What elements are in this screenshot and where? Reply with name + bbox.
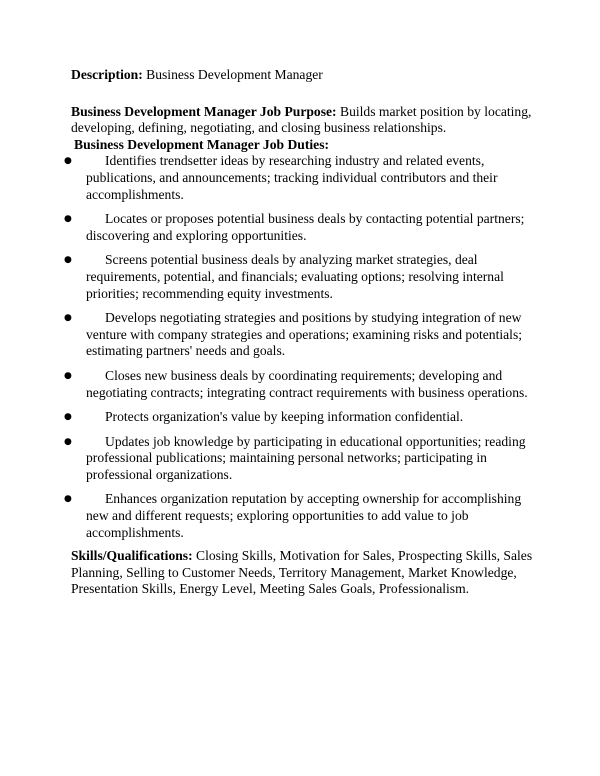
list-item [64, 491, 541, 541]
duty-text: Screens potential business deals by analyzing market strategies, deal requirements, potential, and financials; evaluating options; resolving internal priorities; recommending equity investments. [86, 252, 504, 301]
bullet-icon: ● [64, 156, 72, 167]
skills-text: Closing Skills, Motivation for Sales, Prospecting Skills, Sales Planning, Selling to Customer Needs, Territory Management, Market Knowledge, Presentation Skills, Energy Level, Meeting Sales Goals, Professionalism. [71, 548, 533, 597]
duty-text: Develops negotiating strategies and positions by studying integration of new venture with company strategies and operations; examining risks and potentials; estimating partners' needs and goals. [86, 310, 523, 359]
duty-text: Closes new business deals by coordinating requirements; developing and negotiating contracts; integrating contract requirements with business operations. [86, 367, 528, 400]
description-value: Business Development Manager [146, 67, 323, 82]
bullet-icon: ● [64, 214, 72, 225]
bullet-icon: ● [64, 255, 72, 266]
bullet-icon: ● [64, 436, 72, 447]
document-page [64, 67, 541, 598]
list-item [64, 211, 541, 244]
list-item [64, 367, 541, 401]
duty-text: Locates or proposes potential business deals by contacting potential partners; discovering and exploring opportunities. [86, 211, 525, 243]
list-item [64, 153, 541, 203]
skills-label: Skills/Qualifications: [71, 548, 193, 564]
list-item [64, 252, 541, 302]
job-duties-heading [71, 137, 541, 154]
list-item [64, 310, 541, 360]
duty-text: Protects organization's value by keeping information confidential. [105, 409, 464, 425]
duty-text: Identifies trendsetter ideas by researching industry and related events, publications, and announcements; tracking individual contributors and their accomplishments. [86, 153, 498, 202]
job-duties-heading-text: Business Development Manager Job Duties: [74, 136, 330, 152]
job-purpose-text: Builds market position by locating, developing, defining, negotiating, and closing business relationships. [71, 103, 532, 136]
job-purpose-label: Business Development Manager Job Purpose: [71, 103, 337, 119]
duty-text: Updates job knowledge by participating in educational opportunities; reading professional publications; maintaining personal networks; participating in professional organizations. [86, 433, 526, 482]
job-purpose-paragraph [71, 104, 541, 137]
duty-text: Enhances organization reputation by accepting ownership for accomplishing new and different requests; exploring opportunities to add value to job accomplishments. [86, 491, 522, 540]
list-item [64, 433, 541, 484]
bullet-icon: ● [64, 494, 72, 505]
list-item [64, 409, 541, 426]
bullet-icon: ● [64, 370, 72, 381]
description-line [71, 67, 541, 84]
bullet-icon: ● [64, 412, 72, 423]
bullet-icon: ● [64, 313, 72, 324]
skills-paragraph [71, 548, 541, 598]
description-label: Description: [71, 67, 143, 82]
job-duties-list [64, 153, 541, 541]
